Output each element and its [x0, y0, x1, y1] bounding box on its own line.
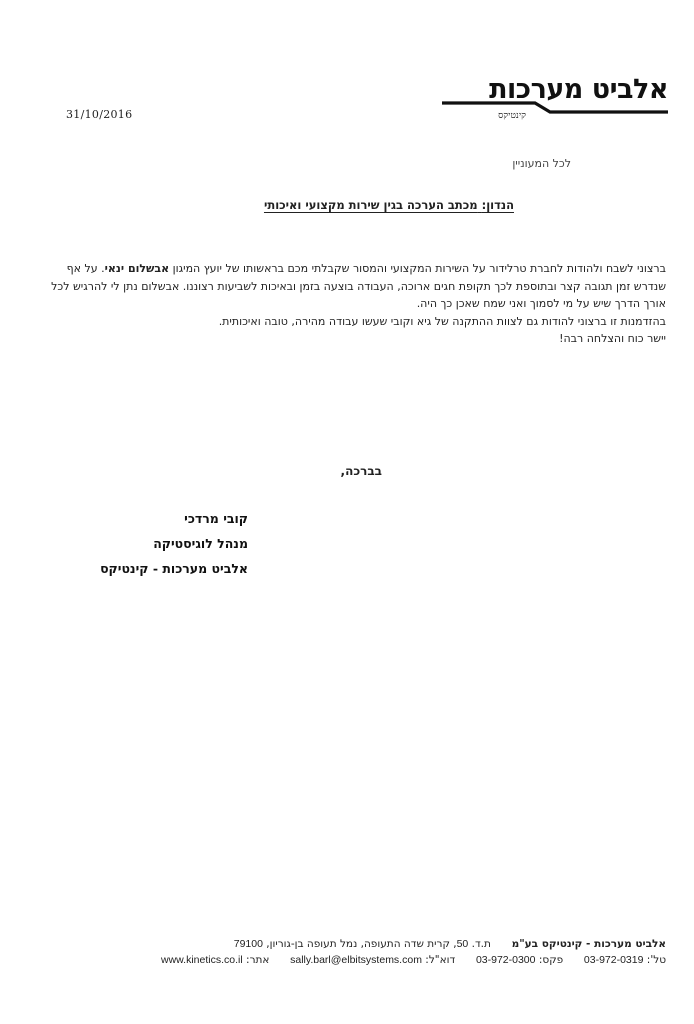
- footer-website[interactable]: www.kinetics.co.il: [160, 954, 243, 966]
- footer-company: אלביט מערכות - קינטיקס בע"מ: [511, 938, 666, 950]
- body-paragraph-2: בהזדמנות זו ברצוני להודות גם לצוות ההתקנה של גיא וקובי שעשו עבודה מהירה, טובה ואיכותית.: [218, 314, 666, 328]
- signature-company: אלביט מערכות - קינטיקס: [100, 561, 248, 576]
- footer-address-line: אלביט מערכות - קינטיקס בע"מ ת.ד. 50, קרית שדה התעופה, נמל תעופה בן-גוריון, 79100: [233, 938, 666, 950]
- subject-text: מכתב הערכה בגין שירות מקצועי ואיכותי: [263, 198, 478, 212]
- advisor-name: אבשלום ינאי: [104, 262, 170, 275]
- signature-name: קובי מרדכי: [184, 511, 248, 526]
- footer-email-label: דוא"ל:: [425, 954, 456, 966]
- company-division: קינטיקס: [498, 111, 526, 121]
- footer-po-box: 50: [456, 938, 469, 950]
- company-logo-text: אלביט מערכות: [489, 74, 668, 105]
- footer-phone: 03-972-0319: [583, 954, 644, 966]
- salutation: לכל המעוניין: [512, 157, 571, 170]
- footer-phone-label: טל':: [646, 954, 666, 966]
- footer-zip: 79100: [233, 938, 263, 950]
- footer-fax: 03-972-0300: [475, 954, 536, 966]
- footer-fax-label: פקס:: [538, 954, 564, 966]
- footer-email[interactable]: sally.barl@elbitsystems.com: [290, 954, 422, 966]
- footer-po-box-label: ת.ד.: [471, 938, 491, 950]
- footer-address: קרית שדה התעופה, נמל תעופה בן-גוריון,: [266, 938, 450, 950]
- closing: בברכה,: [340, 464, 382, 478]
- body-paragraph-3: יישר כוח והצלחה רבה!: [559, 332, 666, 345]
- subject-prefix: הנדון:: [481, 198, 514, 212]
- signature-title: מנהל לוגיסטיקה: [153, 536, 248, 551]
- body-paragraph-1: [46, 260, 666, 313]
- body-text-segment: ברצוני לשבח ולהודות לחברת טרלידור על השירות המקצועי והמסור שקבלתי מכם בראשותו של יועץ המיגון: [172, 262, 666, 275]
- letter-body: [46, 260, 666, 348]
- letter-subject: [264, 198, 514, 212]
- letter-date: 31/10/2016: [66, 108, 133, 121]
- footer-contact-line: [161, 954, 666, 966]
- body-text-segment: . על אף שנדרש זמן תגובה קצר ובתוספת לכך תקופת חגים ארוכה, העבודה בוצעה בזמן ובאיכות לשביעות רצוננו. אבשלום נתן לי להרגיש לכל אורך הדרך שיש על מי לסמוך ואני שמח שאכן כך היה.: [51, 262, 666, 310]
- logo-swoosh-icon: [440, 100, 670, 116]
- footer-website-label: אתר:: [246, 954, 270, 966]
